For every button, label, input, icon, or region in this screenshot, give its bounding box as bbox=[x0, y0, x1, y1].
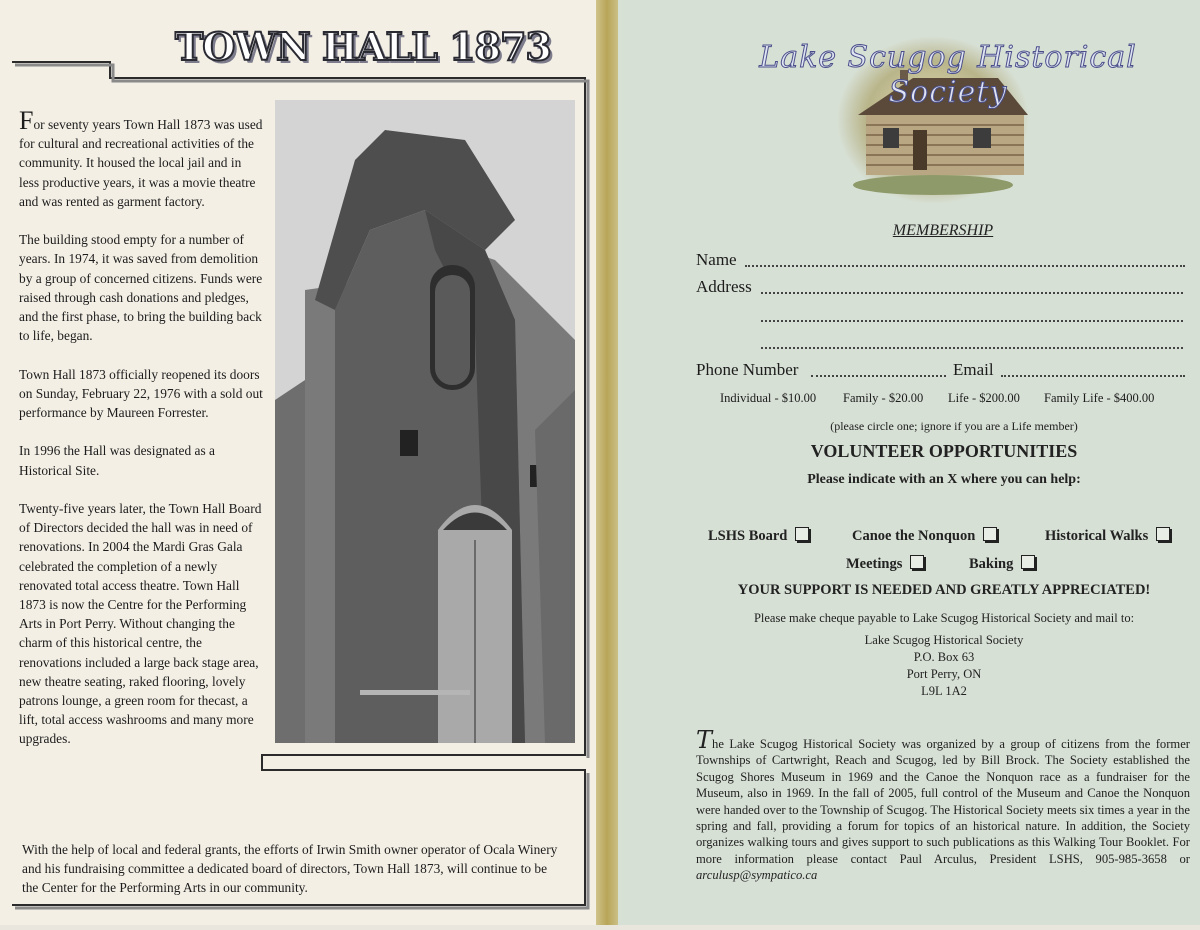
article-column bbox=[19, 106, 263, 768]
fee-life[interactable]: Life - $200.00 bbox=[948, 391, 1020, 405]
address-field-line-1[interactable] bbox=[761, 292, 1183, 294]
paragraph-5: Twenty-five years later, the Town Hall Board of Directors decided the hall was in need of renovations. In 2004 the Mardi Gras Gala celebrated the completion of a newly renovated total access theatre. Town Hall 1873 is now the Centre for the Performing Arts in Port Perry. Without changing the charm of this historical centre, the renovations included a large back stage area, new theatre seating, raked flooring, lovely patrons lounge, a green room for thecast, a lift, total access washrooms and many more upgrades. bbox=[19, 501, 262, 747]
checkbox-icon[interactable] bbox=[910, 555, 924, 569]
address-line: Lake Scugog Historical Society bbox=[864, 633, 1024, 647]
address-line: P.O. Box 63 bbox=[913, 650, 975, 664]
tower-illustration bbox=[275, 100, 575, 743]
fee-family-life[interactable]: Family Life - $400.00 bbox=[1044, 391, 1155, 405]
society-logo bbox=[728, 30, 1168, 205]
volunteer-instruction: Please indicate with an X where you can help: bbox=[807, 472, 1081, 487]
page-title: TOWN HALL 1873 bbox=[175, 24, 551, 69]
fee-individual[interactable]: Individual - $10.00 bbox=[720, 391, 817, 405]
paragraph-3: Town Hall 1873 officially reopened its doors on Sunday, February 22, 1976 with a sold out performance by Maureen Forrester. bbox=[19, 366, 263, 421]
volunteer-meetings[interactable]: Meetings bbox=[846, 555, 924, 573]
right-page bbox=[618, 0, 1200, 925]
email-field[interactable] bbox=[1001, 375, 1185, 377]
checkbox-icon[interactable] bbox=[983, 527, 997, 541]
paragraph-2: The building stood empty for a number of years. In 1974, it was saved from demolition by a group of concerned citizens. Funds were raised through cash donations and pledges, and the first phase, to bring the building back to life, began. bbox=[19, 232, 263, 344]
fee-family[interactable]: Family - $20.00 bbox=[843, 391, 924, 405]
left-page bbox=[0, 0, 600, 925]
checkbox-icon[interactable] bbox=[1021, 555, 1035, 569]
checkbox-icon[interactable] bbox=[1156, 527, 1170, 541]
address-field-line-2[interactable] bbox=[761, 320, 1183, 322]
volunteer-heading: VOLUNTEER OPPORTUNITIES bbox=[810, 441, 1078, 461]
page-gutter bbox=[596, 0, 618, 925]
paragraph-6: With the help of local and federal grants, the efforts of Irwin Smith owner operator of Ocala Winery and his fundraising committee a dedicated board of directors, Town Hall 1873, will continue to be the Center for the Performing Arts in our community. bbox=[22, 842, 558, 896]
volunteer-canoe[interactable]: Canoe the Nonquon bbox=[852, 527, 997, 545]
address-field-line-3[interactable] bbox=[761, 347, 1183, 349]
address-line: Port Perry, ON bbox=[906, 667, 982, 681]
membership-heading: MEMBERSHIP bbox=[892, 222, 994, 239]
checkbox-icon[interactable] bbox=[795, 527, 809, 541]
support-message: YOUR SUPPORT IS NEEDED AND GREATLY APPRECIATED! bbox=[737, 582, 1151, 598]
mailing-address bbox=[618, 632, 1200, 700]
email-label: Email bbox=[953, 360, 994, 379]
society-about: The Lake Scugog Historical Society was organized by a group of citizens from the former Townships of Cartwright, Reach and Scugog, led by Bill Brock. The Society established the Scugog Shores Museum in 1969 and the Canoe the Nonquon race as a fundraiser for the Museum, also in 1969. In the fall of 2005, full control of the Museum and Canoe the Nonquon were handed over to the Township of Scugog. The Historical Society meets six times a year in the spring and fall, providing a forum for topics of an historical nature. In addition, the Society organizes walking tours and gives support to such publications as this Walking Tour Booklet. For more information please contact Paul Arculus, President LSHS, 905-985-3658 or arculusp@sympatico.ca bbox=[696, 726, 1190, 883]
address-label: Address bbox=[696, 277, 752, 296]
society-name: Lake Scugog Historical Society bbox=[759, 40, 1137, 110]
contact-email[interactable]: arculusp@sympatico.ca bbox=[696, 868, 818, 883]
phone-label: Phone Number bbox=[696, 360, 799, 379]
cheque-note: Please make cheque payable to Lake Scugog Historical Society and mail to: bbox=[753, 611, 1135, 625]
phone-field[interactable] bbox=[811, 375, 946, 377]
name-field[interactable] bbox=[745, 265, 1185, 267]
volunteer-historical-walks[interactable]: Historical Walks bbox=[1045, 527, 1170, 545]
volunteer-baking[interactable]: Baking bbox=[969, 555, 1035, 573]
paragraph-4: In 1996 the Hall was designated as a Historical Site. bbox=[19, 443, 215, 478]
name-label: Name bbox=[696, 250, 737, 269]
paragraph-1: For seventy years Town Hall 1873 was used for cultural and recreational activities of the community. It housed the local jail and in less productive years, it was a movie theatre and was rented as garment factory. bbox=[19, 106, 263, 209]
volunteer-lshs-board[interactable]: LSHS Board bbox=[708, 527, 809, 545]
drop-cap: F bbox=[19, 106, 34, 135]
town-hall-photo bbox=[275, 100, 575, 743]
about-drop-cap: T bbox=[696, 726, 713, 754]
address-line: L9L 1A2 bbox=[921, 684, 967, 698]
fee-note: (please circle one; ignore if you are a Life member) bbox=[830, 419, 1078, 433]
